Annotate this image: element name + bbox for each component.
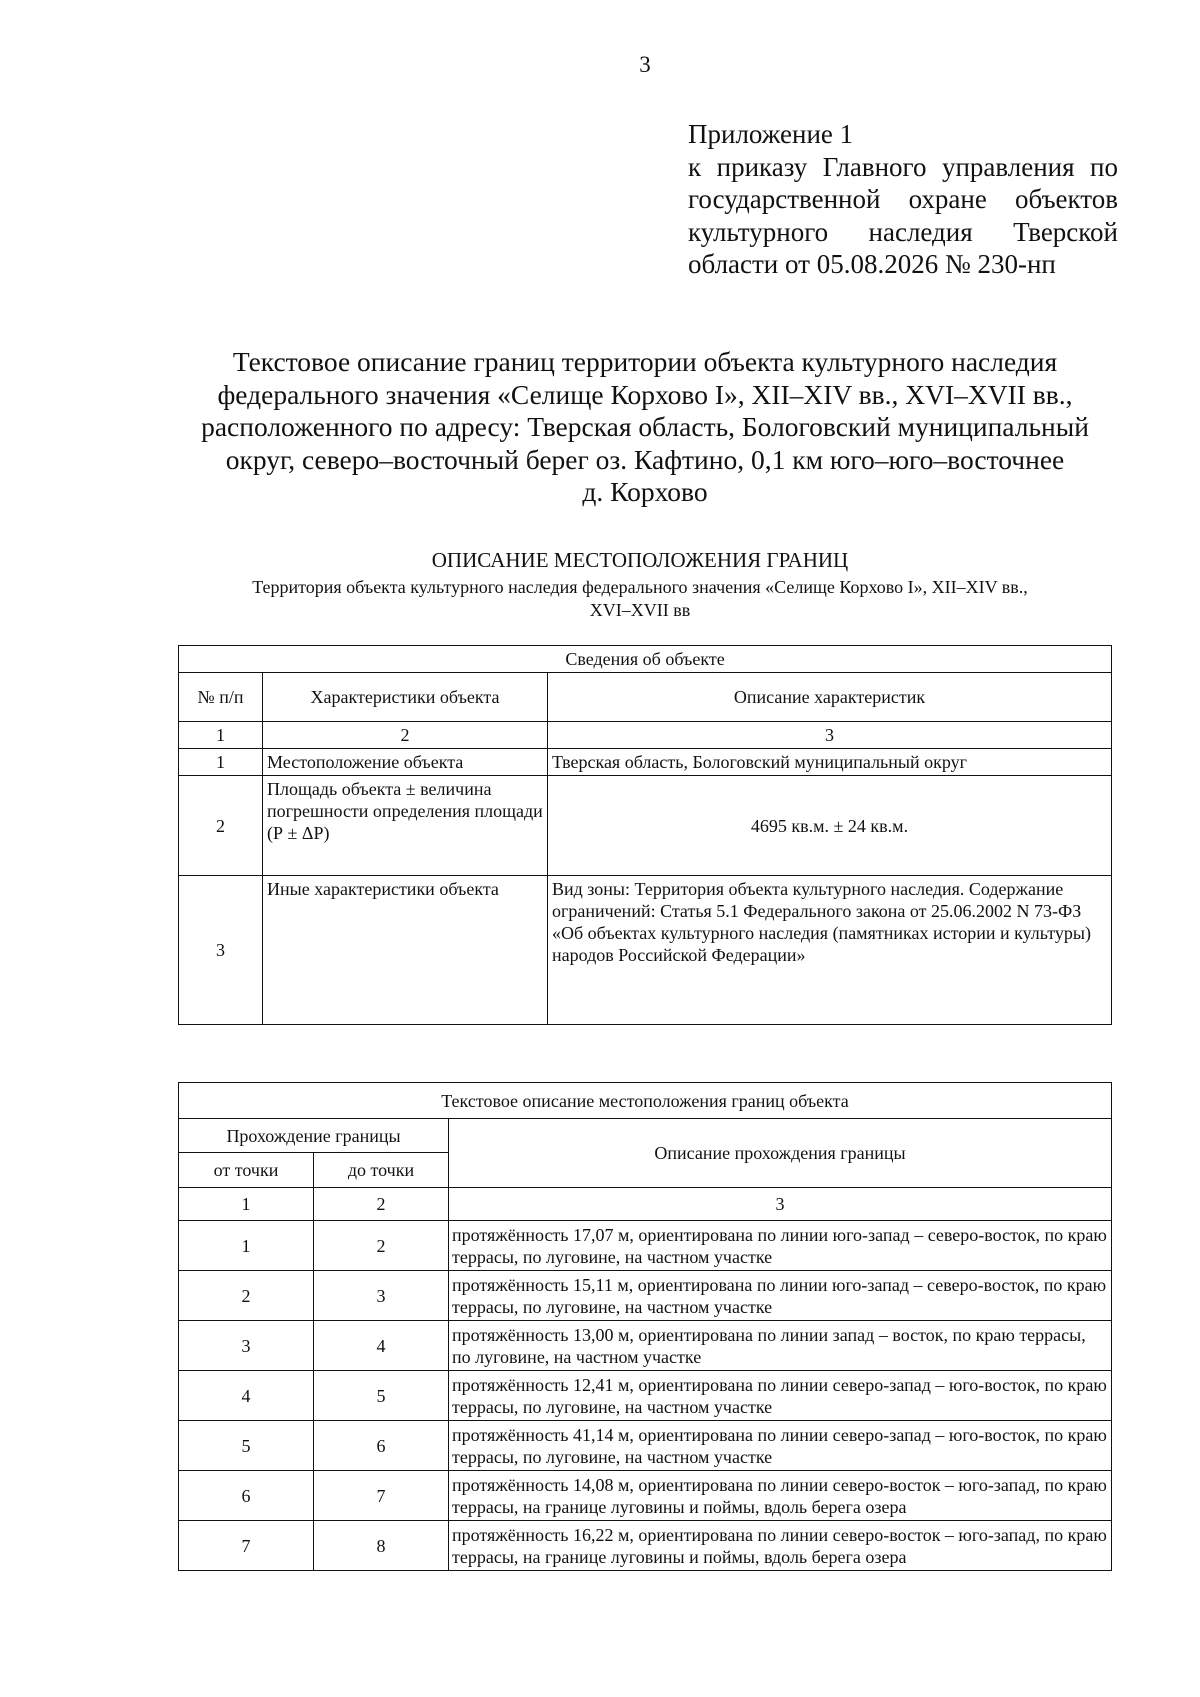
to-point: 6	[314, 1421, 449, 1471]
table-row	[179, 1521, 1112, 1571]
from-point: 2	[179, 1271, 314, 1321]
index-cell: 1	[179, 722, 263, 749]
to-point: 7	[314, 1471, 449, 1521]
segment-description: протяжённость 12,41 м, ориентирована по линии северо-запад – юго-восток, по краю террасы, по луговине, на частном участке	[449, 1371, 1112, 1421]
from-point: 4	[179, 1371, 314, 1421]
header-to-point: до точки	[314, 1153, 449, 1188]
header-boundary-pass: Прохождение границы	[179, 1119, 449, 1153]
row-description: 4695 кв.м. ± 24 кв.м.	[548, 776, 1112, 876]
table-row	[179, 1471, 1112, 1521]
document-title-line: федерального значения «Селище Корхово I», XII–XIV вв., XVI–XVII вв.,	[217, 378, 1073, 410]
index-cell: 3	[548, 722, 1112, 749]
from-point: 5	[179, 1421, 314, 1471]
header-description: Описание характеристик	[548, 673, 1112, 722]
table-row	[179, 1421, 1112, 1471]
segment-description: протяжённость 15,11 м, ориентирована по линии юго-запад – северо-восток, по краю террасы, по луговине, на частном участке	[449, 1271, 1112, 1321]
from-point: 6	[179, 1471, 314, 1521]
row-characteristic: Иные характеристики объекта	[263, 876, 548, 1025]
table-row	[179, 1321, 1112, 1371]
appendix-line-1: к приказу Главного управления по	[688, 151, 1118, 182]
header-number: № п/п	[179, 673, 263, 722]
row-description: Вид зоны: Территория объекта культурного наследия. Содержание ограничений: Статья 5.1 Федерального закона от 25.06.2002 N 73-ФЗ «Об объектах культурного наследия (памятниках истории и культуры) народов Российской Федерации»	[548, 876, 1112, 1025]
to-point: 3	[314, 1271, 449, 1321]
to-point: 2	[314, 1221, 449, 1271]
boundary-table-caption: Текстовое описание местоположения границ объекта	[179, 1083, 1112, 1119]
boundary-description-table	[178, 1082, 1112, 1571]
section-heading: ОПИСАНИЕ МЕСТОПОЛОЖЕНИЯ ГРАНИЦ	[431, 548, 849, 572]
row-number: 3	[179, 876, 263, 1025]
table-row	[179, 1371, 1112, 1421]
index-cell: 2	[263, 722, 548, 749]
object-info-table	[178, 645, 1112, 1025]
header-from-point: от точки	[179, 1153, 314, 1188]
table-row	[179, 1271, 1112, 1321]
appendix-line-4: области от 05.08.2026 № 230-нп	[688, 249, 1056, 279]
document-title-line: расположенного по адресу: Тверская область, Бологовский муниципальный	[201, 411, 1089, 442]
header-boundary-description: Описание прохождения границы	[449, 1119, 1112, 1188]
from-point: 3	[179, 1321, 314, 1371]
from-point: 7	[179, 1521, 314, 1571]
table-row	[179, 876, 1112, 1025]
appendix-line-2: государственной охране объектов	[688, 184, 1118, 214]
from-point: 1	[179, 1221, 314, 1271]
row-description: Тверская область, Бологовский муниципальный округ	[548, 749, 1112, 776]
appendix-line-3: культурного наследия Тверской	[688, 216, 1118, 247]
table-row	[179, 1221, 1112, 1271]
segment-description: протяжённость 14,08 м, ориентирована по линии северо-восток – юго-запад, по краю террасы, на границе луговины и поймы, вдоль берега озера	[449, 1471, 1112, 1521]
to-point: 4	[314, 1321, 449, 1371]
row-characteristic: Площадь объекта ± величина погрешности определения площади (Р ± ΔР)	[263, 776, 548, 876]
segment-description: протяжённость 17,07 м, ориентирована по линии юго-запад – северо-восток, по краю террасы, по луговине, на частном участке	[449, 1221, 1112, 1271]
index-cell: 3	[449, 1188, 1112, 1221]
appendix-block	[688, 118, 1118, 281]
index-cell: 1	[179, 1188, 314, 1221]
document-title-line: д. Корхово	[582, 476, 708, 507]
section-subtitle-line: Территория объекта культурного наследия федерального значения «Селище Корхово I», XII–XIV вв.,	[252, 577, 1028, 597]
row-characteristic: Местоположение объекта	[263, 749, 548, 776]
to-point: 8	[314, 1521, 449, 1571]
segment-description: протяжённость 13,00 м, ориентирована по линии запад – восток, по краю террасы, по луговине, на частном участке	[449, 1321, 1112, 1371]
header-characteristic: Характеристики объекта	[263, 673, 548, 722]
page-number: 3	[639, 52, 651, 77]
row-number: 2	[179, 776, 263, 876]
document-title-line: Текстовое описание границ территории объекта культурного наследия	[232, 346, 1058, 377]
row-number: 1	[179, 749, 263, 776]
index-cell: 2	[314, 1188, 449, 1221]
document-title-line: округ, северо–восточный берег оз. Кафтино, 0,1 км юго–юго–восточнее	[225, 443, 1065, 475]
section-subtitle	[190, 576, 1090, 621]
object-table-caption: Сведения об объекте	[179, 646, 1112, 673]
section-subtitle-line: XVI–XVII вв	[589, 599, 691, 620]
document-title	[150, 346, 1140, 509]
segment-description: протяжённость 41,14 м, ориентирована по линии северо-запад – юго-восток, по краю террасы, по луговине, на частном участке	[449, 1421, 1112, 1471]
table-row	[179, 776, 1112, 876]
segment-description: протяжённость 16,22 м, ориентирована по линии северо-восток – юго-запад, по краю террасы, на границе луговины и поймы, вдоль берега озера	[449, 1521, 1112, 1571]
table-row	[179, 749, 1112, 776]
to-point: 5	[314, 1371, 449, 1421]
appendix-title: Приложение 1	[688, 119, 854, 149]
